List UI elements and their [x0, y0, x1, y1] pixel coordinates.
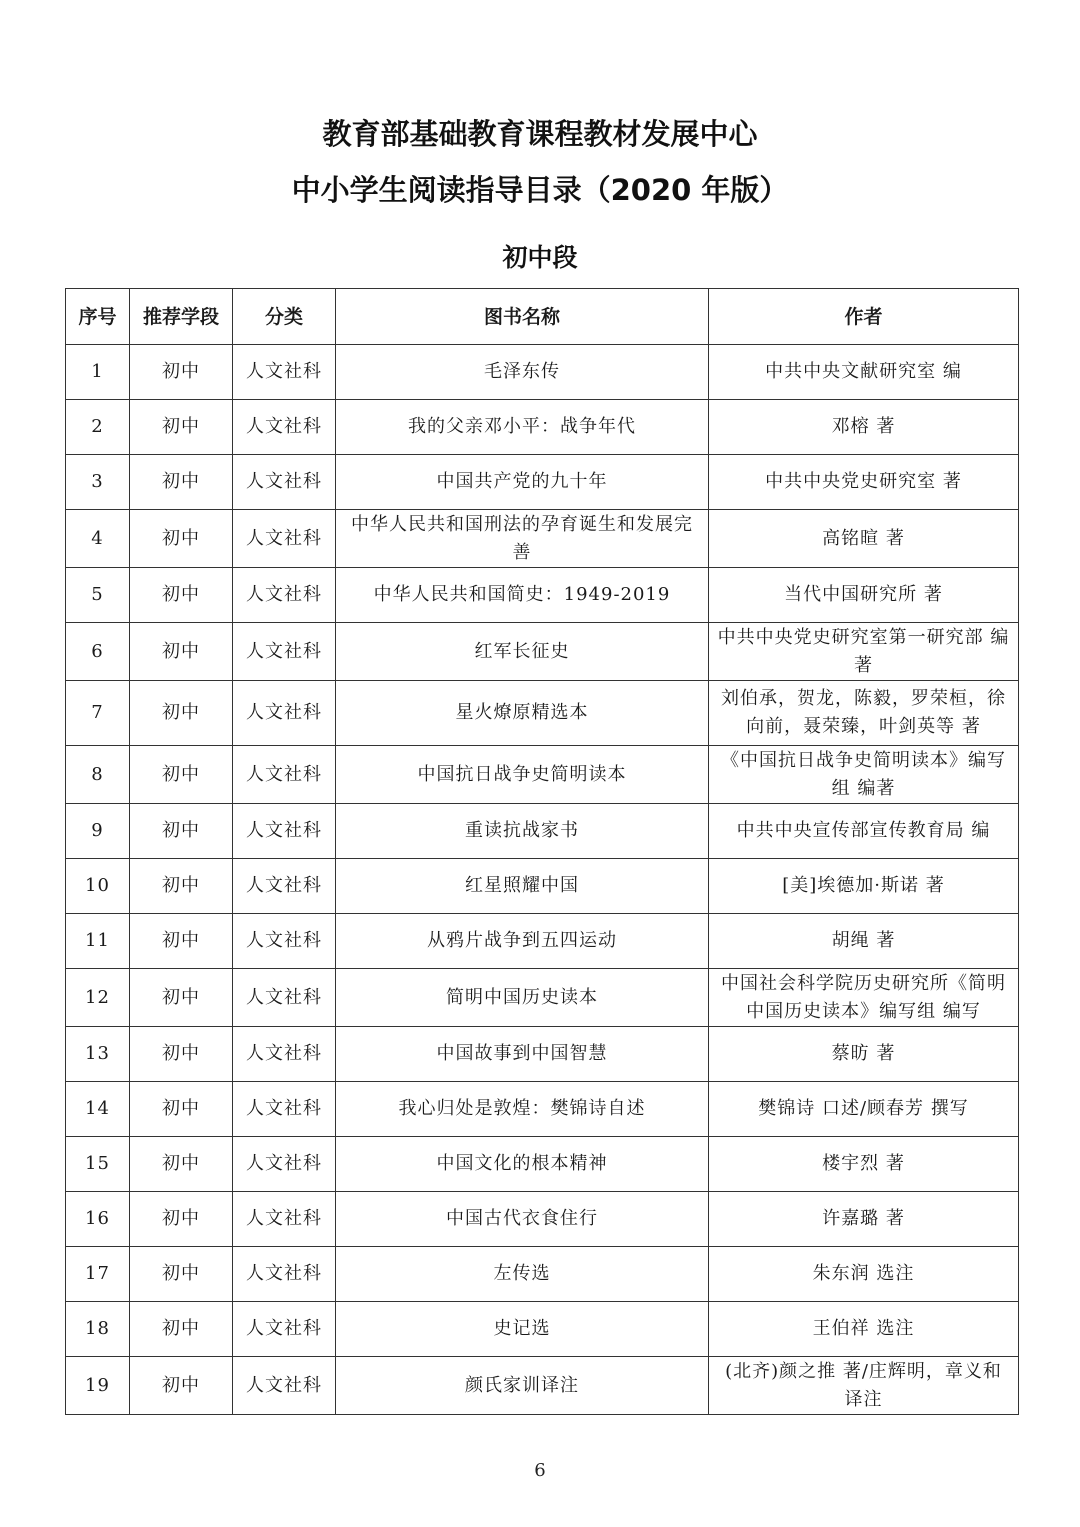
- cell-category: 人文社科: [233, 859, 336, 914]
- cell-book-title: 左传选: [336, 1247, 709, 1302]
- cell-book-title: 颜氏家训译注: [336, 1357, 709, 1415]
- cell-author: 中共中央党史研究室 著: [709, 455, 1019, 510]
- cell-stage: 初中: [130, 400, 233, 455]
- cell-stage: 初中: [130, 568, 233, 623]
- cell-number: 7: [66, 681, 130, 746]
- cell-stage: 初中: [130, 455, 233, 510]
- cell-author: 当代中国研究所 著: [709, 568, 1019, 623]
- cell-number: 14: [66, 1082, 130, 1137]
- cell-category: 人文社科: [233, 1137, 336, 1192]
- table-row: [66, 914, 1019, 969]
- page-title-line2: 中小学生阅读指导目录（2020 年版）: [291, 173, 789, 207]
- book-list-table: [65, 288, 1019, 1415]
- table-row: [66, 455, 1019, 510]
- cell-book-title: 中国故事到中国智慧: [336, 1027, 709, 1082]
- cell-number: 15: [66, 1137, 130, 1192]
- cell-stage: 初中: [130, 859, 233, 914]
- section-heading: 初中段: [502, 243, 578, 272]
- cell-book-title: 中华人民共和国刑法的孕育诞生和发展完善: [336, 510, 709, 568]
- cell-number: 11: [66, 914, 130, 969]
- cell-category: 人文社科: [233, 914, 336, 969]
- cell-book-title: 星火燎原精选本: [336, 681, 709, 746]
- cell-stage: 初中: [130, 1027, 233, 1082]
- cell-category: 人文社科: [233, 681, 336, 746]
- cell-number: 12: [66, 969, 130, 1027]
- cell-stage: 初中: [130, 1082, 233, 1137]
- cell-book-title: 从鸦片战争到五四运动: [336, 914, 709, 969]
- table-row: [66, 859, 1019, 914]
- cell-stage: 初中: [130, 681, 233, 746]
- cell-book-title: 红军长征史: [336, 623, 709, 681]
- cell-number: 4: [66, 510, 130, 568]
- cell-author: 朱东润 选注: [709, 1247, 1019, 1302]
- cell-category: 人文社科: [233, 568, 336, 623]
- cell-author: 邓榕 著: [709, 400, 1019, 455]
- cell-stage: 初中: [130, 1247, 233, 1302]
- page-number: 6: [534, 1460, 546, 1481]
- cell-stage: 初中: [130, 1302, 233, 1357]
- cell-author: 许嘉璐 著: [709, 1192, 1019, 1247]
- table-header-row: [66, 289, 1019, 345]
- cell-author: 王伯祥 选注: [709, 1302, 1019, 1357]
- cell-number: 18: [66, 1302, 130, 1357]
- cell-author: 高铭暄 著: [709, 510, 1019, 568]
- cell-stage: 初中: [130, 345, 233, 400]
- table-row: [66, 1082, 1019, 1137]
- cell-category: 人文社科: [233, 345, 336, 400]
- cell-book-title: 我心归处是敦煌：樊锦诗自述: [336, 1082, 709, 1137]
- column-header-author: 作者: [709, 289, 1019, 345]
- cell-number: 8: [66, 746, 130, 804]
- cell-category: 人文社科: [233, 623, 336, 681]
- table-row: [66, 1137, 1019, 1192]
- cell-book-title: 中国抗日战争史简明读本: [336, 746, 709, 804]
- cell-number: 16: [66, 1192, 130, 1247]
- table-row: [66, 681, 1019, 746]
- cell-author: 蔡昉 著: [709, 1027, 1019, 1082]
- table-row: [66, 623, 1019, 681]
- cell-book-title: 中国文化的根本精神: [336, 1137, 709, 1192]
- cell-category: 人文社科: [233, 455, 336, 510]
- cell-stage: 初中: [130, 1137, 233, 1192]
- cell-category: 人文社科: [233, 969, 336, 1027]
- cell-category: 人文社科: [233, 1082, 336, 1137]
- column-header-title: 图书名称: [336, 289, 709, 345]
- column-header-number: 序号: [66, 289, 130, 345]
- cell-number: 5: [66, 568, 130, 623]
- cell-number: 13: [66, 1027, 130, 1082]
- table-body: [66, 345, 1019, 1415]
- table-row: [66, 510, 1019, 568]
- table-row: [66, 969, 1019, 1027]
- cell-category: 人文社科: [233, 1027, 336, 1082]
- cell-book-title: 简明中国历史读本: [336, 969, 709, 1027]
- cell-author: 刘伯承，贺龙，陈毅，罗荣桓，徐向前，聂荣臻，叶剑英等 著: [709, 681, 1019, 746]
- cell-category: 人文社科: [233, 746, 336, 804]
- cell-author: 《中国抗日战争史简明读本》编写组 编著: [709, 746, 1019, 804]
- table-row: [66, 400, 1019, 455]
- table-row: [66, 1192, 1019, 1247]
- table-row: [66, 1027, 1019, 1082]
- cell-author: 楼宇烈 著: [709, 1137, 1019, 1192]
- cell-stage: 初中: [130, 1192, 233, 1247]
- cell-stage: 初中: [130, 1357, 233, 1415]
- cell-book-title: 中国共产党的九十年: [336, 455, 709, 510]
- cell-book-title: 中华人民共和国简史：1949-2019: [336, 568, 709, 623]
- cell-category: 人文社科: [233, 1357, 336, 1415]
- cell-stage: 初中: [130, 914, 233, 969]
- cell-stage: 初中: [130, 746, 233, 804]
- page-title-line1: 教育部基础教育课程教材发展中心: [322, 117, 758, 151]
- cell-category: 人文社科: [233, 510, 336, 568]
- cell-author: 中共中央宣传部宣传教育局 编: [709, 804, 1019, 859]
- cell-author: (北齐)颜之推 著/庄辉明，章义和 译注: [709, 1357, 1019, 1415]
- table-row: [66, 568, 1019, 623]
- cell-number: 17: [66, 1247, 130, 1302]
- cell-number: 9: [66, 804, 130, 859]
- table-row: [66, 1247, 1019, 1302]
- cell-book-title: 史记选: [336, 1302, 709, 1357]
- cell-stage: 初中: [130, 969, 233, 1027]
- cell-category: 人文社科: [233, 804, 336, 859]
- cell-stage: 初中: [130, 623, 233, 681]
- cell-stage: 初中: [130, 510, 233, 568]
- cell-book-title: 我的父亲邓小平：战争年代: [336, 400, 709, 455]
- cell-number: 19: [66, 1357, 130, 1415]
- cell-stage: 初中: [130, 804, 233, 859]
- cell-number: 6: [66, 623, 130, 681]
- cell-book-title: 毛泽东传: [336, 345, 709, 400]
- cell-author: [美]埃德加·斯诺 著: [709, 859, 1019, 914]
- table-row: [66, 1302, 1019, 1357]
- cell-author: 中国社会科学院历史研究所《简明中国历史读本》编写组 编写: [709, 969, 1019, 1027]
- table-row: [66, 1357, 1019, 1415]
- column-header-category: 分类: [233, 289, 336, 345]
- cell-number: 3: [66, 455, 130, 510]
- cell-book-title: 红星照耀中国: [336, 859, 709, 914]
- cell-category: 人文社科: [233, 1192, 336, 1247]
- cell-author: 樊锦诗 口述/顾春芳 撰写: [709, 1082, 1019, 1137]
- cell-number: 1: [66, 345, 130, 400]
- cell-book-title: 重读抗战家书: [336, 804, 709, 859]
- cell-book-title: 中国古代衣食住行: [336, 1192, 709, 1247]
- table-row: [66, 345, 1019, 400]
- cell-category: 人文社科: [233, 1302, 336, 1357]
- cell-category: 人文社科: [233, 1247, 336, 1302]
- cell-number: 2: [66, 400, 130, 455]
- cell-author: 中共中央党史研究室第一研究部 编著: [709, 623, 1019, 681]
- table-row: [66, 746, 1019, 804]
- column-header-stage: 推荐学段: [130, 289, 233, 345]
- cell-number: 10: [66, 859, 130, 914]
- cell-author: 中共中央文献研究室 编: [709, 345, 1019, 400]
- table-row: [66, 804, 1019, 859]
- cell-category: 人文社科: [233, 400, 336, 455]
- cell-author: 胡绳 著: [709, 914, 1019, 969]
